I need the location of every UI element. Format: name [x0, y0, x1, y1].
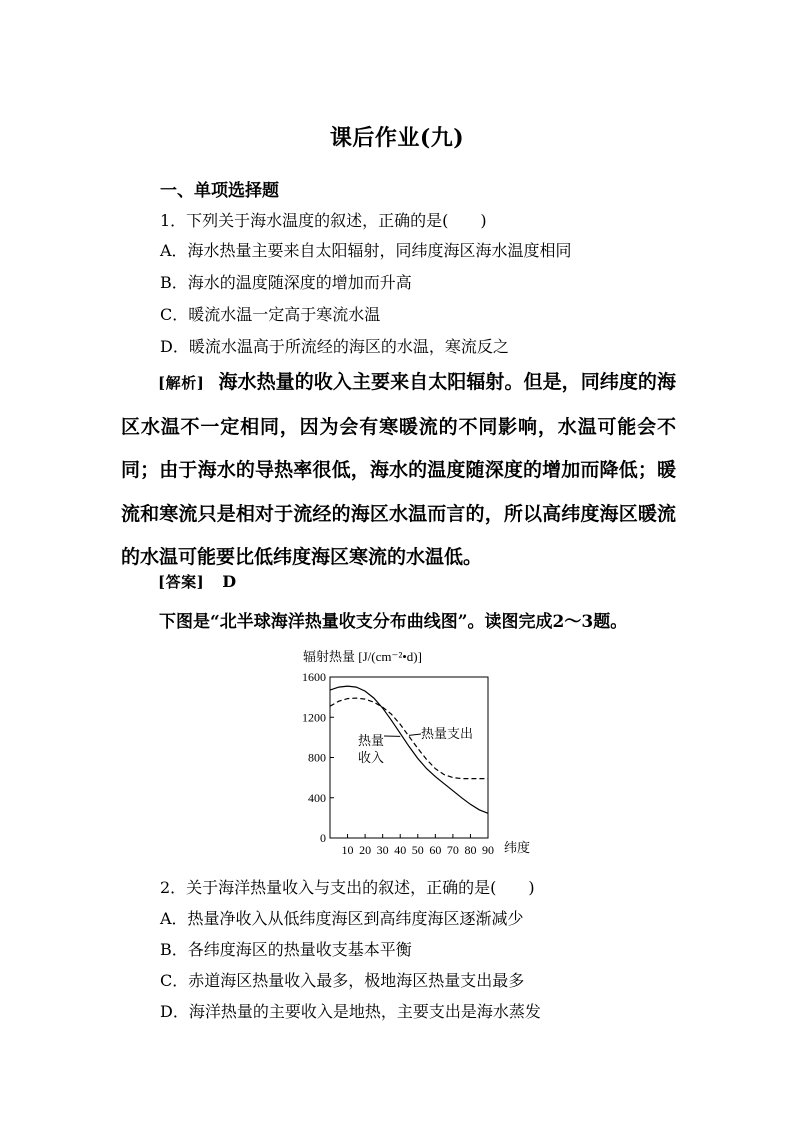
question-2-option-d: D．海洋热量的主要收入是地热，主要支出是海水蒸发 — [160, 1002, 541, 1021]
y-tick-label: 1600 — [302, 670, 326, 684]
x-tick-label: 90 — [482, 843, 494, 857]
question-2-option-a: A．热量净收入从低纬度海区到高纬度海区逐渐减少 — [160, 909, 524, 928]
y-tick-label: 800 — [308, 750, 326, 765]
explanation-text: 海水热量的收入主要来自太阳辐射。但是，同纬度的海区水温不一定相同，因为会有寒暖流的不同影响，水温可能会不同；由于海水的导热率很低，海水的温度随深度的增加而降低；暖流和寒流只是相对于流经的海区水温而言的，所以高纬度海区暖流的水温可能要比低纬度海区寒流的水温低。 — [121, 371, 676, 569]
question-2-option-b: B．各纬度海区的热量收支基本平衡 — [160, 940, 412, 959]
heat-expenditure-leader — [409, 734, 421, 735]
page-title: 课后作业(九) — [329, 125, 465, 151]
x-tick-label: 50 — [411, 843, 424, 857]
question-1-option-c: C．暖流水温一定高于寒流水温 — [160, 305, 381, 324]
chart-intro: 下图是“北半球海洋热量收支分布曲线图”。读图完成2～3题。 — [159, 612, 628, 632]
section-heading: 一、单项选择题 — [160, 181, 279, 201]
question-2-option-c: C．赤道海区热量收入最多，极地海区热量支出最多 — [160, 971, 525, 990]
x-tick-label: 80 — [464, 843, 477, 857]
question-2-stem: 2．关于海洋热量收入与支出的叙述，正确的是( ) — [160, 878, 535, 897]
x-tick-label: 70 — [446, 843, 459, 857]
heat-expenditure-label: 热量支出 — [421, 726, 474, 741]
explanation-block — [121, 361, 676, 580]
x-tick-label: 20 — [359, 843, 372, 857]
question-1-option-d: D．暖流水温高于所流经的海区的水温，寒流反之 — [160, 337, 509, 356]
x-tick-label: 40 — [394, 843, 407, 857]
y-tick-label: 1200 — [302, 710, 326, 725]
heat-income-line — [330, 686, 488, 813]
y-tick-label: 400 — [308, 790, 326, 805]
x-axis-label: 纬度 — [504, 840, 531, 855]
heat-income-label: 收入 — [358, 750, 385, 765]
heat-income-label: 热量 — [358, 733, 385, 748]
x-tick-label: 60 — [429, 843, 442, 857]
answer-value: D — [222, 572, 237, 591]
chart-y-axis-label: 辐射热量 [J/(cm⁻²•d)] — [303, 649, 422, 664]
x-tick-label: 30 — [376, 843, 389, 857]
x-tick-label: 10 — [341, 843, 354, 857]
heat-balance-chart — [290, 640, 550, 860]
explanation-label: [解析] — [158, 374, 205, 392]
chart-plot-frame — [330, 677, 488, 838]
answer-line — [158, 571, 236, 592]
question-1-option-b: B．海水的温度随深度的增加而升高 — [160, 273, 412, 292]
question-1-stem: 1．下列关于海水温度的叙述，正确的是( ) — [160, 211, 487, 230]
answer-label: [答案] — [158, 573, 205, 591]
y-tick-label: 0 — [320, 831, 326, 845]
question-1-option-a: A．海水热量主要来自太阳辐射，同纬度海区海水温度相同 — [160, 241, 572, 260]
